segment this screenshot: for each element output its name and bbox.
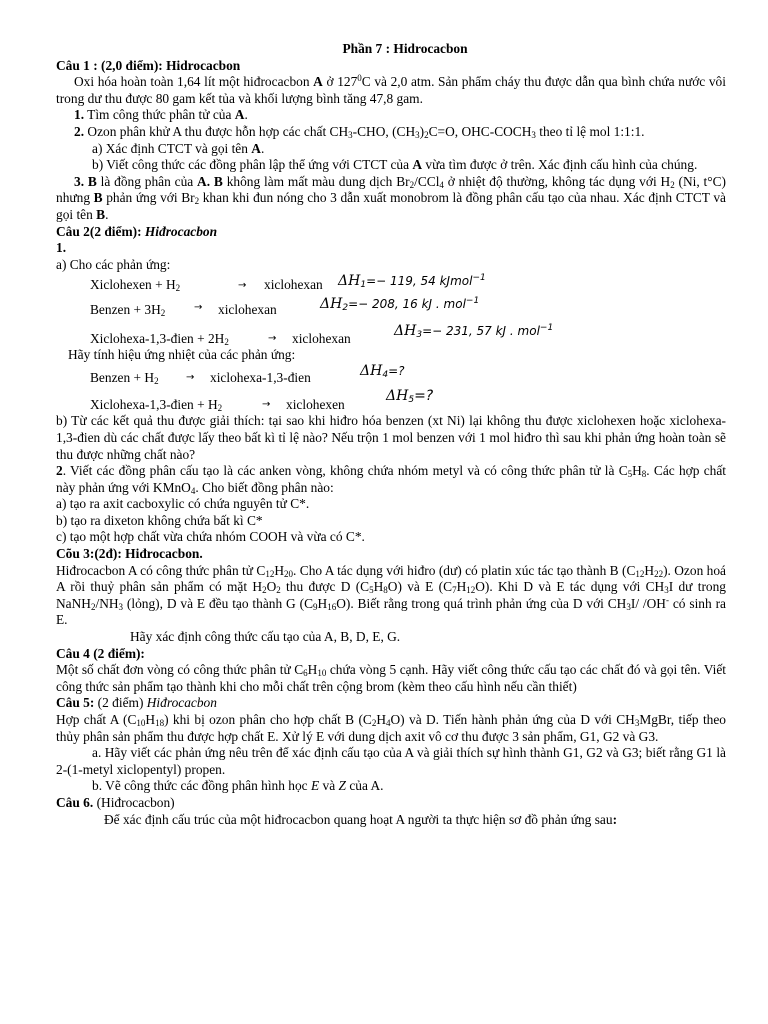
q1-part1: 1. Tìm công thức phân tử của A. — [74, 107, 248, 123]
q2-opt-b: b) tạo ra dixeton không chứa bất kì C* — [56, 512, 263, 528]
q1-heading: Câu 1 : (2,0 điểm): Hidrocacbon — [56, 57, 241, 73]
reaction-4: Benzen + $H_2$ → xiclohexa-1,3-đien $\Delta H_4=$? — [90, 363, 405, 387]
q3-ask: Hãy xác định công thức cấu tạo của A, B, D, E, G. — [130, 629, 401, 645]
q1-part3: 3. B là đồng phân của A. B không làm mất màu dung dịch $Br_2/CCl_4$ ở nhiệt độ thường, không tác dụng với $H_2$ (Ni, t°C) nhưng B phản ứng với $Br_2$ khan khi đun nóng cho 3 dẫn xuất monobrom là đồng phân cấu tạo của nhau. Xác định CTCT và gọi tên B. — [56, 173, 727, 222]
q5-heading: Câu 5: (2 điểm) Hiđrocacbon — [56, 695, 217, 711]
reaction-5: Xiclohexa-1,3-đien + $H_2$ → xiclohexen $\Delta H_5=$? — [90, 388, 434, 414]
reaction-3: Xiclohexa-1,3-đien + $2H_2$ → xiclohexan $\Delta H_3=- 231$, 57 kJ . mol$^{-1}$ — [90, 323, 554, 348]
page-title: Phần 7 : Hidrocacbon — [342, 41, 468, 56]
q2-part2: 2. Viết các đồng phân cấu tạo là các anken vòng, không chứa nhóm metyl và có công thức phân tử là $C_5H_8$. Các hợp chất này phản ứng với KMnO$_4$. Cho biết đồng phân nào: — [56, 463, 726, 496]
q1-part2b: b) Viết công thức các đồng phân lập thể ứng với CTCT của A vừa tìm được ở trên. Xác định cấu hình của chúng. — [92, 157, 698, 173]
q5-b: b. Vẽ công thức các đồng phân hình học E và Z của A. — [92, 778, 384, 794]
q1-part2a: a) Xác định CTCT và gọi tên A. — [92, 140, 265, 156]
q2-heading: Câu 2(2 điểm): Hiđrocacbon — [56, 223, 218, 239]
arrow-icon: → — [238, 280, 247, 292]
q6-heading: Câu 6. (Hiđrocacbon) — [56, 794, 175, 810]
q2-opt-a: a) tạo ra axit cacboxylic có chứa nguyên tử C*. — [56, 496, 310, 512]
q2-b: b) Từ các kết quả thu được giải thích: tại sao khi hiđro hóa benzen (xt Ni) lại không thu được xiclohexen hoặc xiclohexa-1,3-đien dù các chất được lấy theo bất kì tỉ lệ nào? Nếu trộn 1 mol benzen với 1 mol hiđro thì sau khi phản ứng hoàn toàn sẽ thu được những chất nào? — [56, 413, 726, 462]
q1-part2: 2. Ozon phân khử A thu được hỗn hợp các chất $CH_3$-CHO, $(CH_3)_2C=O$, OHC-$COCH_3$ theo tỉ lệ mol 1:1:1. — [74, 123, 645, 140]
document — [56, 41, 726, 828]
q1-intro: Oxi hóa hoàn toàn 1,64 lít một hiđrocacbon A ở $127^0C$ và 2,0 atm. Sản phẩm cháy thu được dẫn qua bình chứa nước vôi trong dư thu được 80 gam kết tủa và khối lượng bình tăng 47,8 gam. — [56, 73, 726, 106]
arrow-icon: → — [186, 372, 195, 384]
q2-a-intro: a) Cho các phản ứng: — [56, 256, 171, 272]
reaction-2: Benzen + $3H_2$ → xiclohexan $\Delta H_2=- 208$, 16 kJ . mol$^{-1}$ — [90, 296, 480, 319]
reaction-1: Xiclohexen + $H_2$ → xiclohexan $\Delta H_1=- 119$, 54 kJmol$^{-1}$ — [90, 273, 486, 294]
q2-opt-c: c) tạo một hợp chất vừa chứa nhóm COOH và vừa có C*. — [56, 529, 365, 545]
q4-heading: Câu 4 (2 điểm): — [56, 645, 145, 661]
q4-body: Một số chất đơn vòng có công thức phân tử $C_6H_{10}$ chứa vòng 5 cạnh. Hãy viết công thức cấu tạo các chất đó và gọi tên. Viết công thức sản phẩm tạo thành khi cho mỗi chất trên cộng brom (kèm theo cấu hình nếu cần thiết) — [56, 662, 727, 694]
arrow-icon: → — [262, 399, 271, 411]
q3-body: Hiđrocacbon A có công thức phân tử $C_{12}H_{20}$. Cho A tác dụng với hiđro (dư) có platin xúc tác tạo thành B $(C_{12}H_{22})$. Ozon hoá A rồi thuỷ phân sản phẩm có mặt $H_2O_2$ thu được D $(C_5H_8O)$ và E $(C_7H_{12}O)$. Khi D và E tác dụng với $CH_3I$ dư trong $NaNH_2/NH_3$ (lỏng), D và E đều tạo thành G $(C_9H_{16}O)$. Biết rằng trong quá trình phản ứng của D với $CH_3I/$ /OH- có sinh ra E. — [56, 562, 727, 628]
q2-part1-num: 1. — [56, 240, 67, 256]
arrow-icon: → — [194, 302, 203, 314]
q5-body: Hợp chất A $(C_{10}H_{18})$ khi bị ozon phân cho hợp chất B $(C_2H_4O)$ và D. Tiến hành phản ứng của D với $CH_3MgBr$, tiếp theo thủy phân sản phẩm thu được hợp chất E. Xử lý E với dung dịch axit vô cơ thu được 3 sản phẩm, G1, G2 và G3. — [56, 712, 726, 744]
q5-a: a. Hãy viết các phản ứng nêu trên để xác định cấu tạo của A và giải thích sự hình thành G1, G2 và G3; biết rằng G1 là 2-(1-metyl xiclopentyl) propen. — [56, 745, 726, 777]
q6-body: Để xác định cấu trúc của một hiđrocacbon quang hoạt A người ta thực hiện sơ đồ phản ứng sau: — [104, 811, 618, 827]
q2-calc-intro: Hãy tính hiệu ứng nhiệt của các phản ứng: — [68, 347, 296, 363]
arrow-icon: → — [268, 333, 277, 345]
q3-heading: Cõu 3:(2đ): Hiđrocacbon. — [56, 546, 203, 562]
